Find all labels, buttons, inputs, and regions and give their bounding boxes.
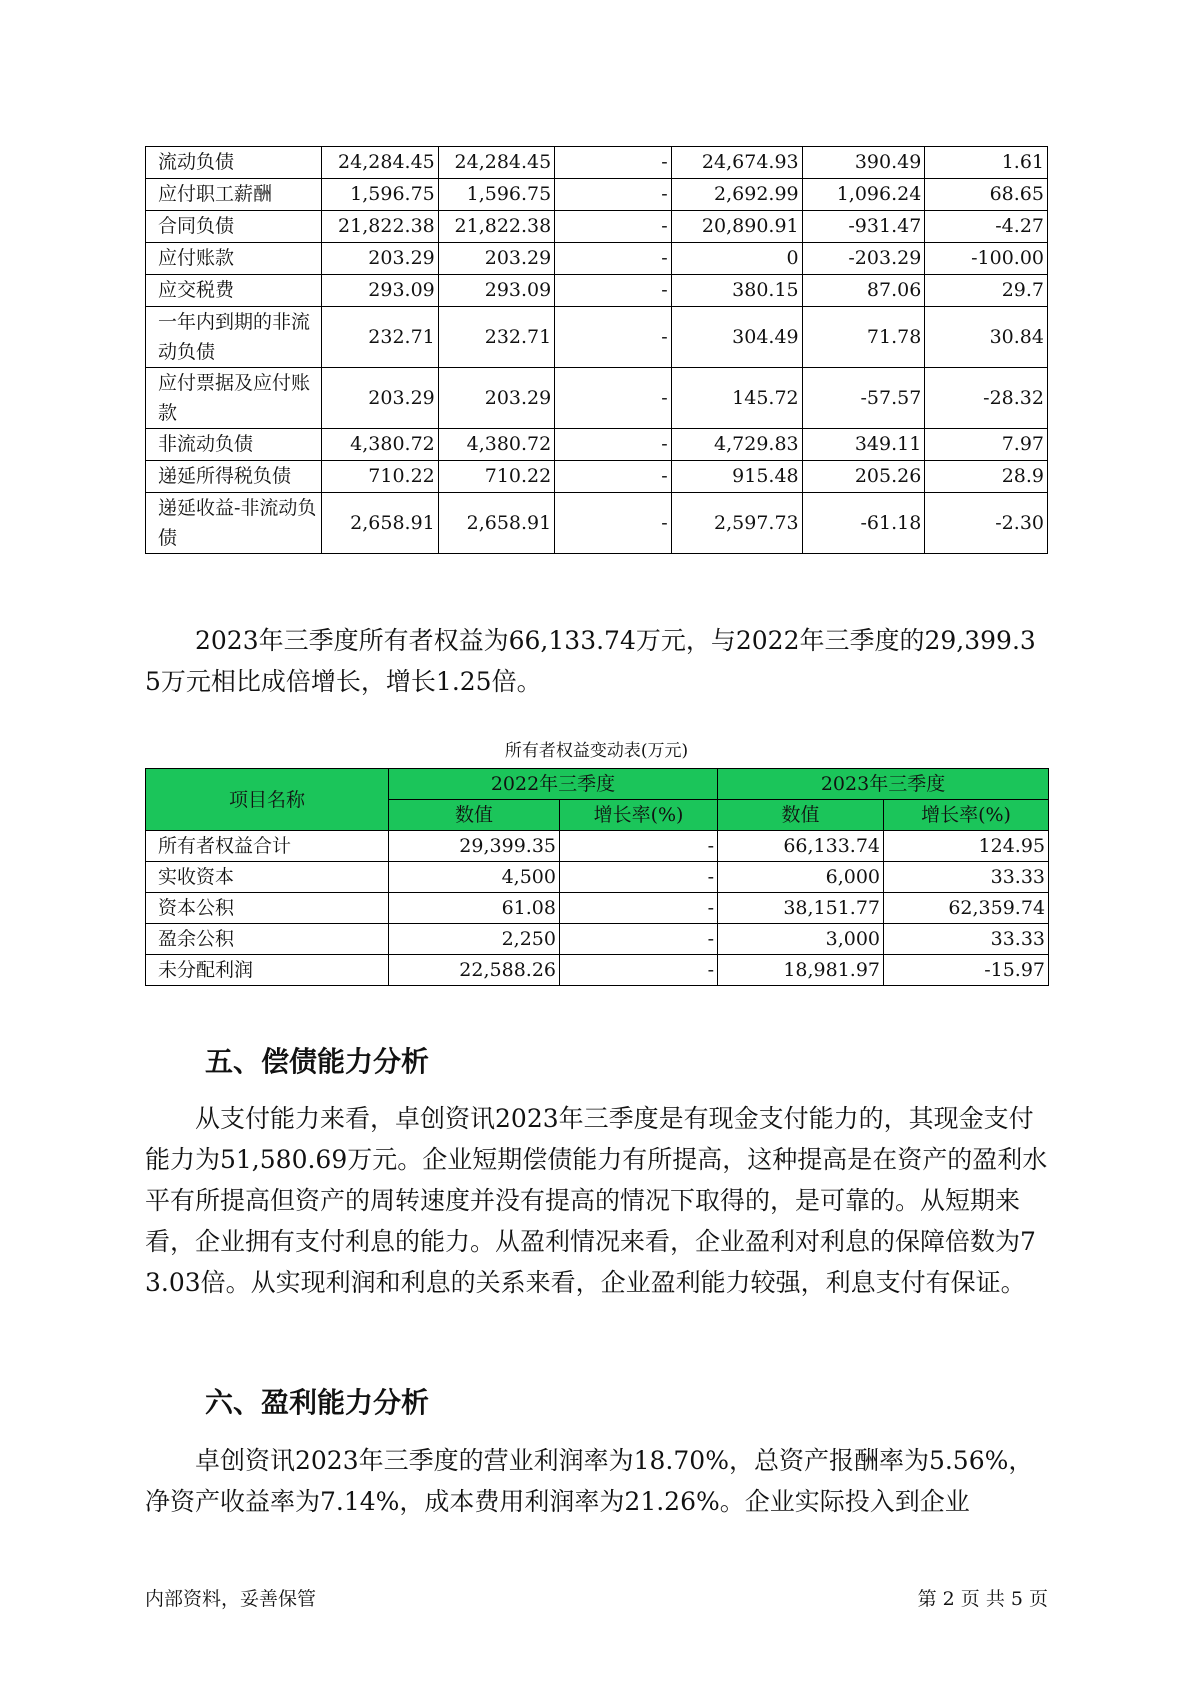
table-cell: 6,000 bbox=[718, 862, 884, 893]
period-2023-header: 2023年三季度 bbox=[718, 769, 1049, 800]
table-cell: - bbox=[555, 307, 671, 368]
table-row bbox=[146, 924, 1049, 955]
table-row bbox=[146, 429, 1048, 461]
table-cell: - bbox=[555, 275, 671, 307]
section5-heading: 五、偿债能力分析 bbox=[205, 1045, 430, 1078]
table-row bbox=[146, 211, 1048, 243]
row-label: 未分配利润 bbox=[146, 955, 389, 986]
table-cell: 203.29 bbox=[438, 368, 554, 429]
table-cell: 4,729.83 bbox=[671, 429, 802, 461]
table-cell: - bbox=[555, 429, 671, 461]
row-label: 应交税费 bbox=[146, 275, 322, 307]
table-cell: 24,284.45 bbox=[438, 147, 554, 179]
table-cell: -203.29 bbox=[802, 243, 925, 275]
row-label: 递延所得税负债 bbox=[146, 461, 322, 493]
table-cell: 1.61 bbox=[925, 147, 1048, 179]
table-cell: 293.09 bbox=[438, 275, 554, 307]
table-row bbox=[146, 147, 1048, 179]
equity-change-table bbox=[145, 768, 1049, 986]
table-cell: 145.72 bbox=[671, 368, 802, 429]
table-cell: 33.33 bbox=[884, 924, 1049, 955]
table-cell: - bbox=[560, 862, 718, 893]
table-row bbox=[146, 275, 1048, 307]
table-cell: -61.18 bbox=[802, 493, 925, 554]
table-cell: - bbox=[555, 179, 671, 211]
row-label: 盈余公积 bbox=[146, 924, 389, 955]
table-cell: -100.00 bbox=[925, 243, 1048, 275]
table-row bbox=[146, 955, 1049, 986]
table-cell: 349.11 bbox=[802, 429, 925, 461]
value-header-2022: 数值 bbox=[389, 800, 560, 831]
growth-header-2022: 增长率(%) bbox=[560, 800, 718, 831]
table-cell: 29,399.35 bbox=[389, 831, 560, 862]
table-row bbox=[146, 893, 1049, 924]
table-cell: 28.9 bbox=[925, 461, 1048, 493]
table-cell: 2,250 bbox=[389, 924, 560, 955]
row-label: 合同负债 bbox=[146, 211, 322, 243]
equity-summary-paragraph: 2023年三季度所有者权益为66,133.74万元，与2022年三季度的29,399.35万元相比成倍增长，增长1.25倍。 bbox=[145, 626, 1036, 696]
period-2022-header: 2022年三季度 bbox=[389, 769, 718, 800]
table-cell: 1,096.24 bbox=[802, 179, 925, 211]
table-row bbox=[146, 831, 1049, 862]
table-cell: 21,822.38 bbox=[322, 211, 438, 243]
table-cell: - bbox=[555, 461, 671, 493]
table-cell: 20,890.91 bbox=[671, 211, 802, 243]
section6-heading: 六、盈利能力分析 bbox=[205, 1386, 430, 1419]
table-cell: - bbox=[560, 831, 718, 862]
section5-paragraph: 从支付能力来看，卓创资讯2023年三季度是有现金支付能力的，其现金支付能力为51,580.69万元。企业短期偿债能力有所提高，这种提高是在资产的盈利水平有所提高但资产的周转速度并没有提高的情况下取得的，是可靠的。从短期来看，企业拥有支付利息的能力。从盈利情况来看，企业盈利对利息的保障倍数为73.03倍。从实现利润和利息的关系来看，企业盈利能力较强，利息支付有保证。 bbox=[145, 1104, 1048, 1297]
table-cell: - bbox=[560, 924, 718, 955]
table-cell: 71.78 bbox=[802, 307, 925, 368]
table-cell: -2.30 bbox=[925, 493, 1048, 554]
table-cell: 1,596.75 bbox=[322, 179, 438, 211]
table-cell: 21,822.38 bbox=[438, 211, 554, 243]
equity-table-body bbox=[146, 831, 1049, 986]
table-cell: 232.71 bbox=[438, 307, 554, 368]
row-label: 流动负债 bbox=[146, 147, 322, 179]
table-cell: 1,596.75 bbox=[438, 179, 554, 211]
table-cell: 293.09 bbox=[322, 275, 438, 307]
table-cell: - bbox=[555, 147, 671, 179]
table-cell: 203.29 bbox=[322, 368, 438, 429]
table-cell: 0 bbox=[671, 243, 802, 275]
row-label: 非流动负债 bbox=[146, 429, 322, 461]
table-row bbox=[146, 179, 1048, 211]
table-cell: -15.97 bbox=[884, 955, 1049, 986]
row-label: 应付账款 bbox=[146, 243, 322, 275]
table-cell: -931.47 bbox=[802, 211, 925, 243]
table-cell: 203.29 bbox=[438, 243, 554, 275]
table-cell: - bbox=[560, 893, 718, 924]
table-cell: 30.84 bbox=[925, 307, 1048, 368]
row-label: 实收资本 bbox=[146, 862, 389, 893]
value-header-2023: 数值 bbox=[718, 800, 884, 831]
table-cell: - bbox=[555, 368, 671, 429]
liabilities-table bbox=[145, 146, 1048, 554]
table-cell: 68.65 bbox=[925, 179, 1048, 211]
table-cell: 4,380.72 bbox=[322, 429, 438, 461]
table-cell: - bbox=[560, 955, 718, 986]
growth-header-2023: 增长率(%) bbox=[884, 800, 1049, 831]
table-cell: - bbox=[555, 211, 671, 243]
table-cell: 61.08 bbox=[389, 893, 560, 924]
table-cell: -4.27 bbox=[925, 211, 1048, 243]
table-cell: 205.26 bbox=[802, 461, 925, 493]
table-cell: 232.71 bbox=[322, 307, 438, 368]
table-row bbox=[146, 493, 1048, 554]
table-row bbox=[146, 368, 1048, 429]
table-cell: 22,588.26 bbox=[389, 955, 560, 986]
row-label: 所有者权益合计 bbox=[146, 831, 389, 862]
row-label: 递延收益-非流动负债 bbox=[146, 493, 322, 554]
table-cell: 18,981.97 bbox=[718, 955, 884, 986]
row-label: 一年内到期的非流动负债 bbox=[146, 307, 322, 368]
table-cell: - bbox=[555, 243, 671, 275]
table-cell: -57.57 bbox=[802, 368, 925, 429]
row-label: 应付票据及应付账款 bbox=[146, 368, 322, 429]
table-cell: 3,000 bbox=[718, 924, 884, 955]
row-label: 应付职工薪酬 bbox=[146, 179, 322, 211]
table-cell: 915.48 bbox=[671, 461, 802, 493]
table-cell: 304.49 bbox=[671, 307, 802, 368]
table-cell: 2,658.91 bbox=[438, 493, 554, 554]
table-cell: 710.22 bbox=[438, 461, 554, 493]
table-cell: 7.97 bbox=[925, 429, 1048, 461]
table-cell: 87.06 bbox=[802, 275, 925, 307]
table-row bbox=[146, 461, 1048, 493]
footer-page-number: 第 2 页 共 5 页 bbox=[917, 1588, 1048, 1610]
footer-confidential-note: 内部资料，妥善保管 bbox=[145, 1588, 317, 1610]
table-cell: 24,284.45 bbox=[322, 147, 438, 179]
table-cell: 4,380.72 bbox=[438, 429, 554, 461]
table-cell: 29.7 bbox=[925, 275, 1048, 307]
table-cell: 4,500 bbox=[389, 862, 560, 893]
table-cell: 24,674.93 bbox=[671, 147, 802, 179]
table-cell: 203.29 bbox=[322, 243, 438, 275]
item-name-header: 项目名称 bbox=[146, 769, 389, 831]
table-cell: - bbox=[555, 493, 671, 554]
table-cell: 124.95 bbox=[884, 831, 1049, 862]
table-cell: 380.15 bbox=[671, 275, 802, 307]
table-cell: 62,359.74 bbox=[884, 893, 1049, 924]
table-cell: 2,597.73 bbox=[671, 493, 802, 554]
liabilities-table-body bbox=[146, 147, 1048, 554]
table-row bbox=[146, 307, 1048, 368]
section6-paragraph: 卓创资讯2023年三季度的营业利润率为18.70%，总资产报酬率为5.56%，净资产收益率为7.14%，成本费用利润率为21.26%。企业实际投入到企业 bbox=[145, 1446, 1034, 1516]
table-row bbox=[146, 862, 1049, 893]
equity-table-caption: 所有者权益变动表(万元) bbox=[504, 741, 689, 761]
table-cell: 390.49 bbox=[802, 147, 925, 179]
table-row bbox=[146, 243, 1048, 275]
table-cell: 33.33 bbox=[884, 862, 1049, 893]
table-cell: 2,692.99 bbox=[671, 179, 802, 211]
row-label: 资本公积 bbox=[146, 893, 389, 924]
table-cell: 38,151.77 bbox=[718, 893, 884, 924]
table-cell: 2,658.91 bbox=[322, 493, 438, 554]
table-cell: -28.32 bbox=[925, 368, 1048, 429]
table-cell: 66,133.74 bbox=[718, 831, 884, 862]
table-cell: 710.22 bbox=[322, 461, 438, 493]
